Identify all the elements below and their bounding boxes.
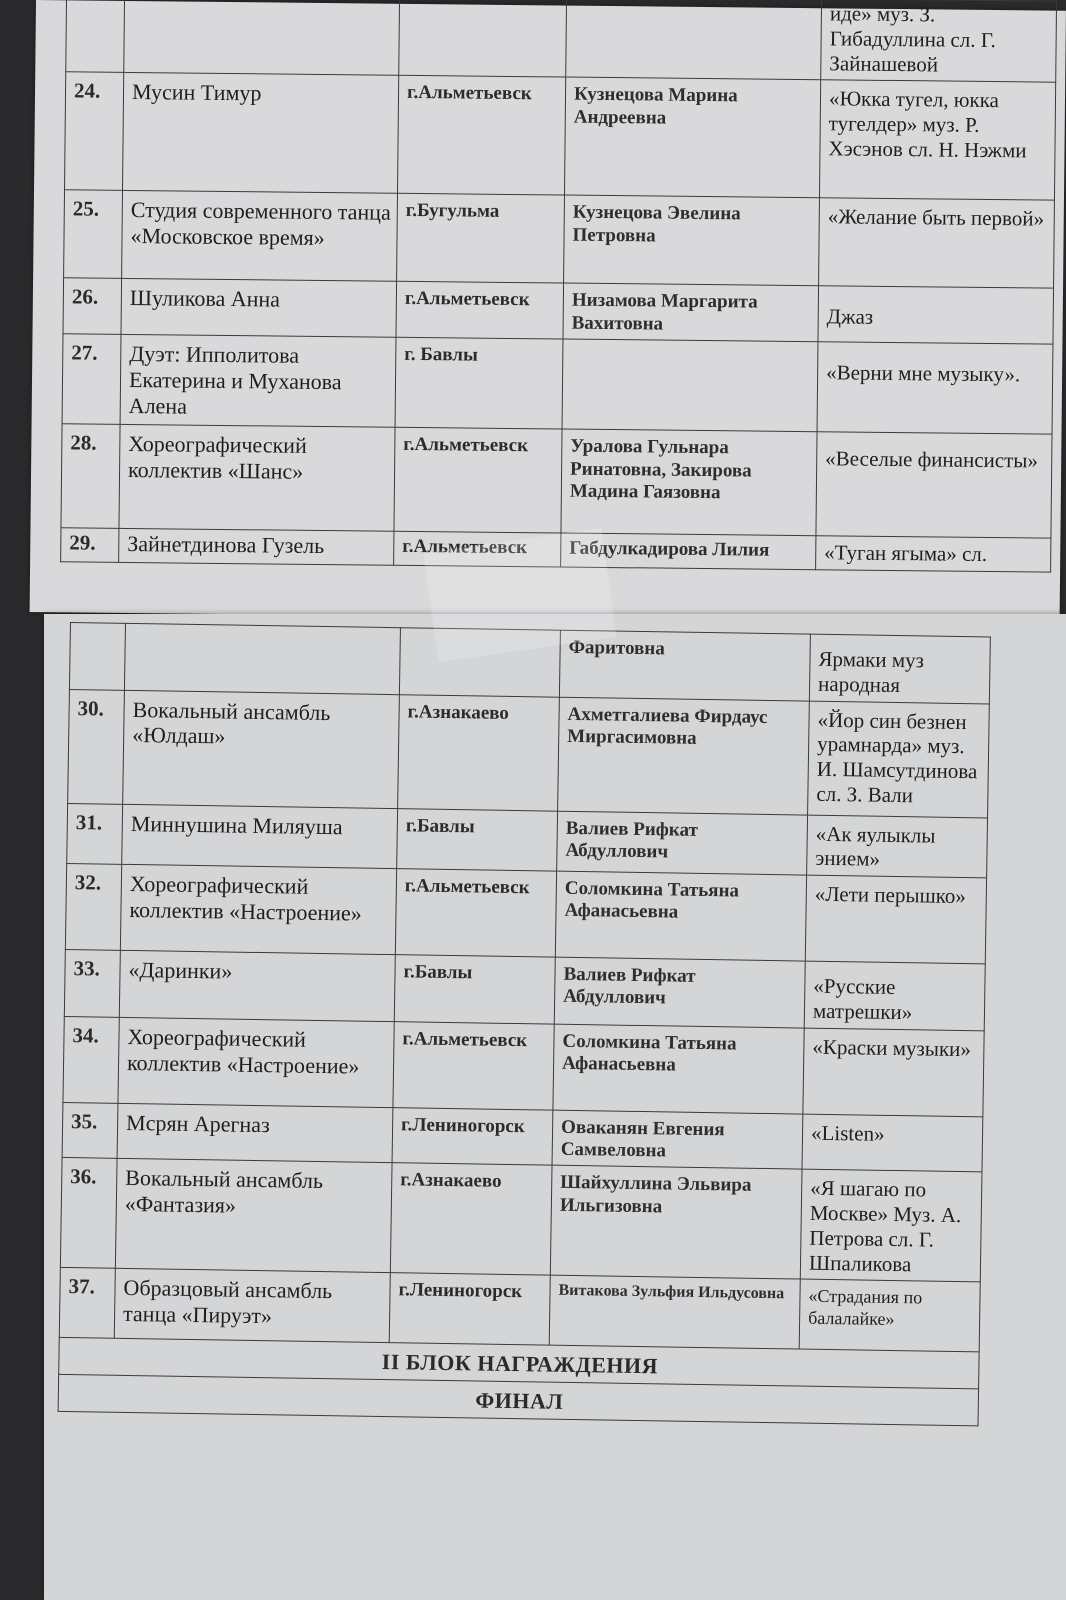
repertoire: «Желание быть первой»: [819, 198, 1055, 288]
repertoire: «Я шагаю по Москве» Муз. А. Петрова сл. Г. Шпаликова: [800, 1169, 982, 1282]
city: г. Бавлы: [395, 337, 563, 429]
city: г.Азнакаево: [398, 694, 560, 810]
repertoire: «Йор син безнен урамнарда» муз. И. Шамсутдинова сл. З. Вали: [808, 701, 990, 818]
city: г.Альметьевск: [395, 869, 556, 958]
teacher: Габдулкадирова Лилия: [561, 533, 816, 569]
repertoire: Джаз: [818, 286, 1054, 344]
city: г.Альметьевск: [396, 282, 564, 340]
row-number: 30.: [68, 689, 125, 804]
row-number: [69, 623, 125, 690]
city: г.Бавлы: [394, 955, 555, 1024]
teacher: Кузнецова Марина Андреевна: [564, 77, 820, 198]
table-row: [63, 1016, 984, 1116]
participant-name: Зайнетдинова Гузель: [119, 529, 394, 566]
city: г.Бавлы: [397, 808, 558, 871]
teacher: Уралова Гульнара Ринатовна, Закирова Мадина Гаязовна: [561, 429, 817, 536]
repertoire: «Лети перышко»: [805, 875, 986, 964]
repertoire: «Туган ягыма» сл.: [816, 536, 1051, 572]
row-number: 34.: [63, 1016, 119, 1103]
row-number: 25.: [64, 190, 123, 279]
participant-name: [124, 623, 400, 694]
table-row: [61, 424, 1052, 538]
teacher: Кузнецова Эвелина Петровна: [564, 195, 820, 286]
participant-name: Дуэт: Ипполитова Екатерина и Муханова Алена: [120, 335, 396, 428]
table-row: [68, 689, 990, 817]
table-row: [60, 1158, 982, 1282]
table-row: [64, 190, 1055, 288]
repertoire: иде» муз. З. Гибадуллина сл. Г. Зайнашевой: [821, 0, 1057, 82]
row-number: 35.: [62, 1102, 118, 1159]
teacher: Шайхуллина Эльвира Ильгизовна: [550, 1166, 802, 1280]
row-number: 24.: [65, 72, 124, 191]
row-number: [66, 0, 125, 73]
repertoire: «Веселые финансисты»: [816, 432, 1052, 538]
row-number: 32.: [65, 864, 121, 951]
row-number: 37.: [59, 1268, 115, 1339]
participant-name: Вокальный ансамбль «Юлдаш»: [123, 690, 400, 808]
repertoire: «Краски музыки»: [803, 1028, 984, 1117]
participant-name: Вокальный ансамбль «Фантазия»: [115, 1159, 392, 1273]
participant-name: «Даринки»: [119, 950, 395, 1021]
teacher: [566, 0, 822, 80]
teacher: Фаритовна: [559, 630, 810, 700]
schedule-table-bottom: [58, 622, 991, 1427]
bottom-sheet: [44, 614, 1066, 1600]
repertoire: «Юкка тугел, юкка тугелдер» муз. Р. Хэсэнов сл. Н. Нэжми: [819, 80, 1055, 200]
participant-name: Хореографический коллектив «Настроение»: [118, 1017, 394, 1107]
city: г.Альметьевск: [393, 1021, 554, 1110]
city: г.Бугульма: [397, 194, 565, 284]
table-row: [66, 0, 1057, 82]
teacher: Ахметгалиева Фирдаус Миргасимовна: [558, 697, 810, 815]
schedule-table-top: [60, 0, 1057, 573]
row-number: 28.: [61, 424, 120, 529]
row-number: 26.: [63, 278, 122, 334]
repertoire: «Ак яулыклы энием»: [807, 815, 988, 878]
city: г.Лениногорск: [392, 1107, 553, 1165]
participant-name: Мусин Тимур: [123, 73, 399, 194]
row-number: 36.: [60, 1158, 117, 1269]
teacher: Витакова Зульфия Ильдусовна: [549, 1276, 800, 1350]
row-number: 29.: [61, 528, 119, 562]
city: [399, 0, 567, 77]
teacher: [562, 339, 818, 432]
repertoire: «Верни мне музыку».: [817, 342, 1053, 434]
participant-name: Хореографический коллектив «Настроение»: [120, 864, 396, 954]
repertoire: «Страдания по балалайке»: [799, 1280, 980, 1353]
participant-name: Хореографический коллектив «Шанс»: [119, 425, 395, 532]
teacher: Соломкина Татьяна Афанасьевна: [553, 1024, 804, 1114]
participant-name: Мсрян Арегназ: [117, 1103, 393, 1163]
award-block-heading: II БЛОК НАГРАЖДЕНИЯ: [59, 1338, 979, 1389]
row-number: 33.: [64, 950, 120, 1017]
city: г.Азнакаево: [390, 1163, 552, 1276]
participant-name: Студия современного танца «Московское время»: [122, 191, 398, 282]
teacher: Соломкина Татьяна Афанасьевна: [555, 871, 806, 961]
repertoire: Ярмаки муз народная: [809, 634, 990, 703]
city: г.Лениногорск: [389, 1273, 550, 1346]
city: г.Альметьевск: [394, 427, 562, 533]
top-sheet: [30, 0, 1066, 623]
repertoire: «Русские матрешки»: [804, 961, 985, 1030]
teacher: Оваканян Евгения Самвеловна: [552, 1110, 803, 1170]
row-number: 27.: [62, 334, 121, 425]
table-row: [65, 72, 1056, 200]
teacher: Валиев Рифкат Абдуллович: [557, 811, 808, 875]
table-row: [63, 278, 1054, 344]
city: г.Альметьевск: [397, 76, 565, 196]
row-number: 31.: [67, 803, 123, 864]
teacher: Валиев Рифкат Абдуллович: [554, 957, 805, 1027]
participant-name: [124, 0, 400, 76]
repertoire: «Listen»: [802, 1114, 983, 1173]
teacher: Низамова Маргарита Вахитовна: [563, 283, 819, 341]
participant-name: Миннушина Миляуша: [122, 804, 398, 869]
final-heading: ФИНАЛ: [58, 1375, 978, 1426]
participant-name: Шуликова Анна: [121, 279, 397, 338]
city: г.Альметьевск: [394, 531, 561, 567]
table-row: [62, 334, 1053, 434]
participant-name: Образцовый ансамбль танца «Пируэт»: [114, 1269, 390, 1343]
table-row: [65, 864, 986, 964]
